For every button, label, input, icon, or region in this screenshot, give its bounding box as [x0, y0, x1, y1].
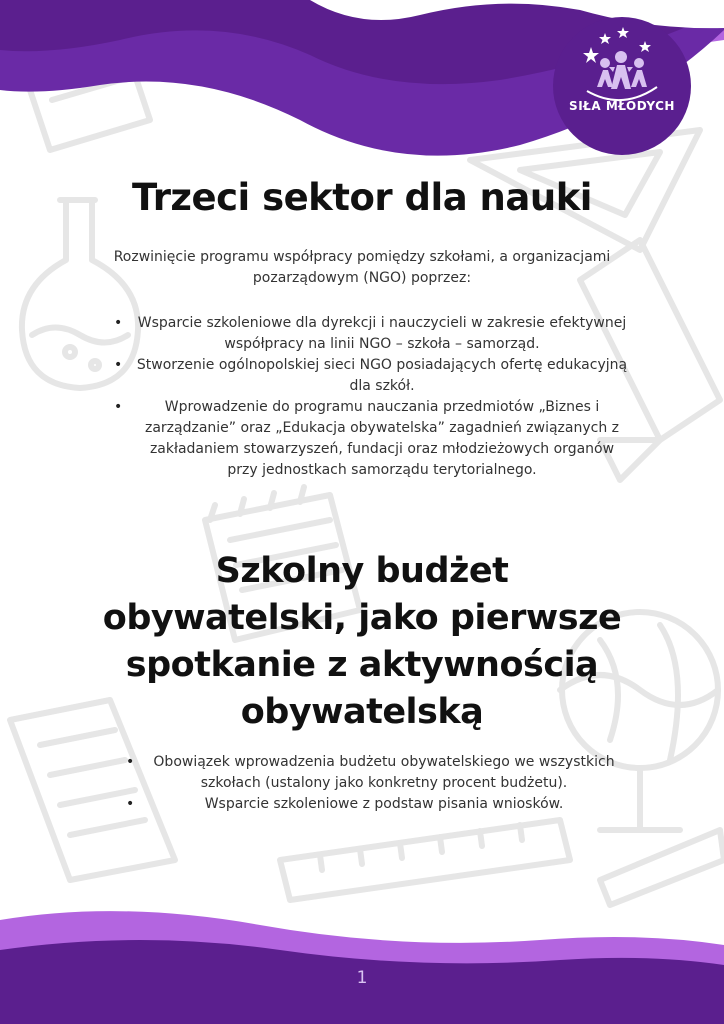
bullet: • — [114, 357, 123, 373]
list-item-text: Obowiązek wprowadzenia budżetu obywatelskiego we wszystkich szkołach (ustalony jako konkretny procent budżetu). — [153, 754, 615, 791]
list-item-text: Wprowadzenie do programu nauczania przedmiotów „Biznes i zarządzanie” oraz „Edukacja obywatelska” zagadnień związanych z zakładaniem stowarzyszeń, fundacji oraz młodzieżowych organów przy jednostkach samorządu terytorialnego. — [144, 399, 620, 478]
ruler-bottom-icon — [280, 820, 570, 900]
stars-and-people-icon — [553, 17, 691, 155]
section1-intro: Rozwinięcie programu współpracy pomiędzy szkołami, a organizacjami pozarządowym (NGO) poprzez: — [113, 249, 611, 286]
bullet: • — [126, 754, 135, 770]
section1-title: Trzeci sektor dla nauki — [132, 176, 592, 219]
section1-list — [110, 313, 630, 481]
list-item-text: Wsparcie szkoleniowe dla dyrekcji i nauczycieli w zakresie efektywnej współpracy na linii NGO – szkoła – samorząd. — [137, 315, 627, 352]
section2-title — [0, 548, 724, 736]
section2-title-line: obywatelską — [240, 692, 484, 732]
list-item — [122, 794, 622, 815]
bullet: • — [114, 399, 123, 415]
pencil-bottom-icon — [600, 830, 724, 905]
list-item — [122, 752, 622, 794]
list-item — [110, 355, 630, 397]
logo-text: SIŁA MŁODYCH — [569, 99, 675, 113]
section2-title-line: obywatelski, jako pierwsze — [102, 598, 622, 638]
section2-title-line: Szkolny budżet — [215, 551, 509, 591]
page-number: 1 — [356, 968, 368, 988]
bullet: • — [126, 796, 135, 812]
list-item — [110, 313, 630, 355]
bullet: • — [114, 315, 123, 331]
bottom-wave — [0, 900, 724, 1024]
section2-list — [122, 752, 622, 815]
section2-title-line: spotkanie z aktywnością — [125, 645, 599, 685]
list-item — [110, 397, 630, 481]
list-item-text: Stworzenie ogólnopolskiej sieci NGO posiadających ofertę edukacyjną dla szkół. — [136, 357, 628, 394]
logo — [553, 17, 691, 155]
list-item-text: Wsparcie szkoleniowe z podstaw pisania wniosków. — [204, 796, 564, 812]
